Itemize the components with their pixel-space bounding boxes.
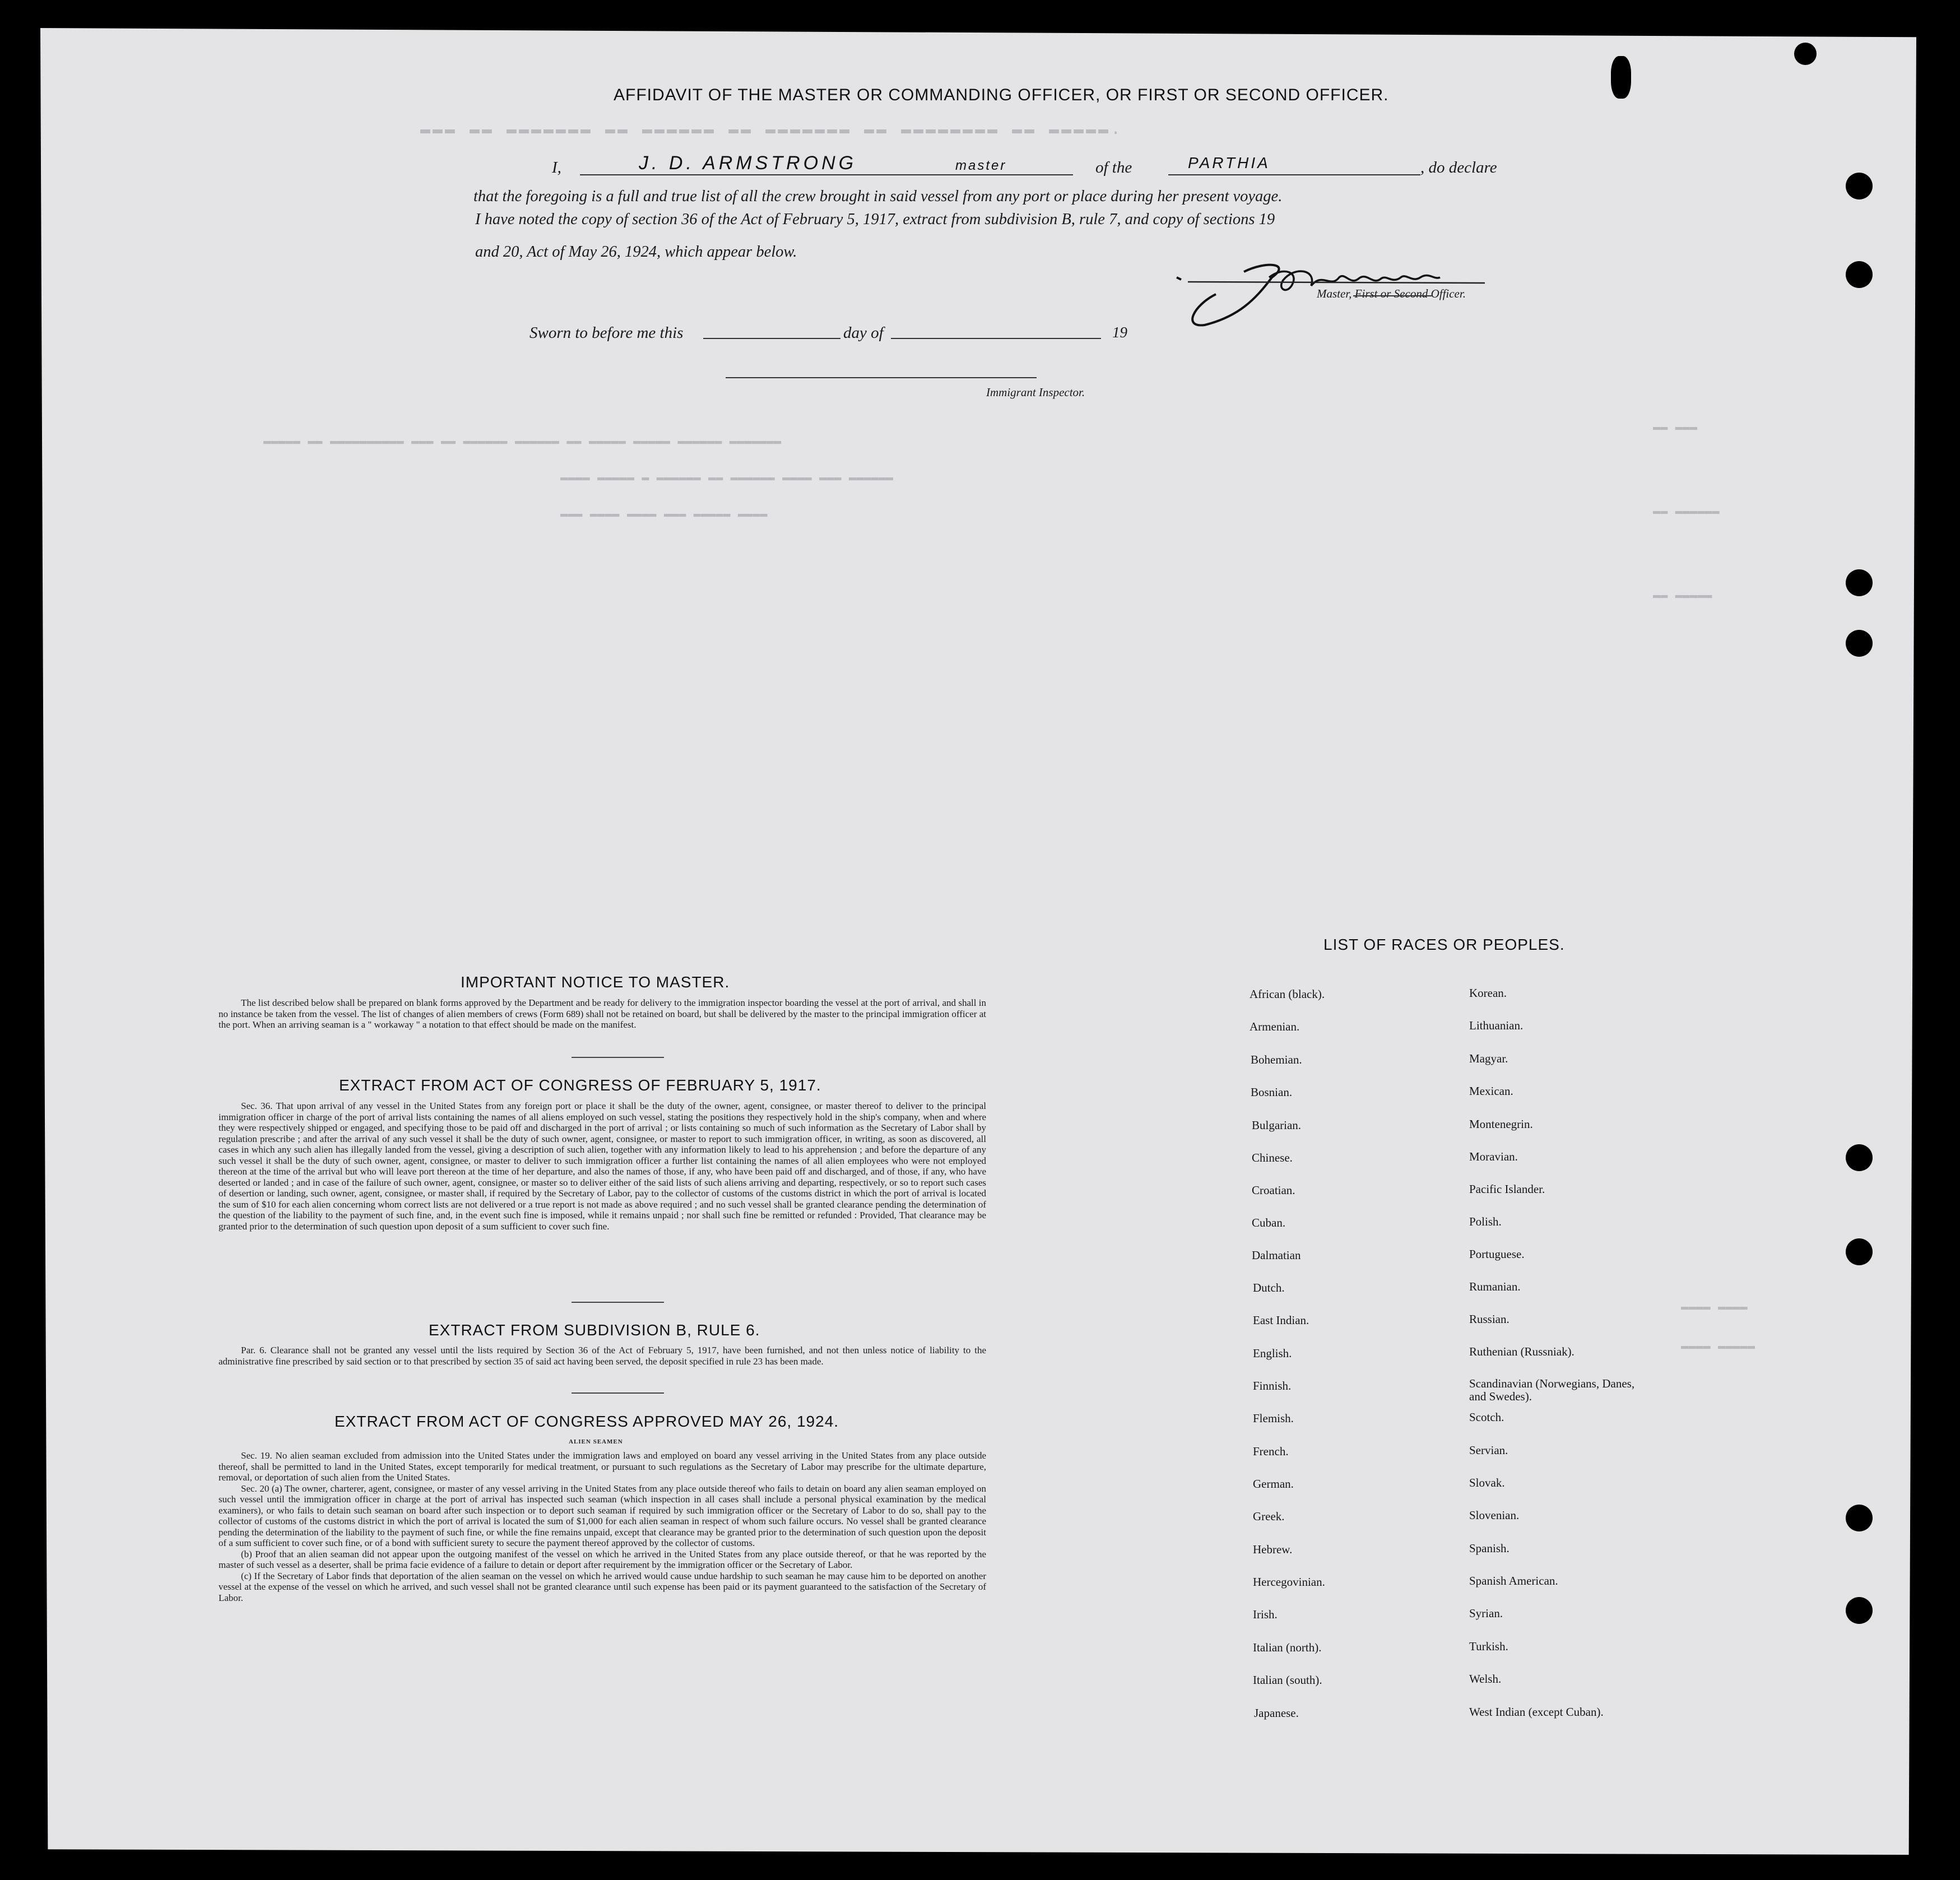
sworn-year: 19 (1112, 324, 1127, 341)
race-right-item: West Indian (except Cuban). (1469, 1705, 1604, 1719)
race-right-item: Montenegrin. (1469, 1117, 1533, 1131)
race-left-item: Japanese. (1254, 1706, 1299, 1720)
vessel-name-entry: PARTHIA (1188, 154, 1270, 171)
sec-20c: (c) If the Secretary of Labor finds that deportation of the alien seaman on the vessel on which he arrived would cause undue hardship to such seaman he may cause him to be deported on another vessel at the expense of the vessel on which he arrived, and such vessel shall not be granted clearance until such expense has been paid or its payment guaranteed to the satisfaction of the Secretary of Labor. (219, 1570, 986, 1603)
race-right-item: Ruthenian (Russniak). (1469, 1345, 1574, 1358)
race-right-item: Polish. (1469, 1215, 1502, 1228)
race-right-item: Scandinavian (Norwegians, Danes, and Swedes). (1469, 1377, 1635, 1403)
section-divider (572, 1302, 664, 1303)
race-left-item: Bosnian. (1251, 1085, 1293, 1099)
bleed-through-row: ▬▬▬▬▬ ▬▬ ▬▬▬▬▬▬▬▬▬▬ ▬▬▬ ▬▬ ▬▬▬▬▬▬ ▬▬▬▬▬▬ ▬▬ ▬▬▬▬▬ ▬▬▬▬▬ ▬▬▬▬▬▬ ▬▬▬▬▬▬▬ (263, 434, 782, 448)
extract-1917-body: Sec. 36. That upon arrival of any vessel in the United States from any foreign port or place it shall be the duty of the owner, agent, consignee, or master thereof to deliver to the principal immigration officer in charge of the port of arrival lists containing the names of all aliens employed on such vessel, stating the positions they respectively hold in the ship's company, when and where they were respectively shipped or engaged, and specifying those to be paid off and discharged in the port of arrival ; or lists containing so much of such information as the Secretary of Labor shall by regulation prescribe ; and after the arrival of any such vessel it shall be the duty of such owner, agent, consignee, or master to report to such immigration officer, in writing, as soon as discovered, all cases in which any such alien has illegally landed from the vessel, giving a description of such alien, together with any information likely to lead to his apprehension ; and before the departure of any such vessel it shall be the duty of such owner, agent, consignee, or master to deliver to such immigration officer a further list containing the names of all alien employees who were not employed thereon at the time of the arrival but who will leave port thereon at the time of her departure, and also the names of those, if any, who have been paid off and discharged, and of those, if any, who have deserted or landed ; and in case of the failure of such owner, agent, consignee, or master so to deliver either of the said lists of such aliens arriving and departing, respectively, or so to report such cases of desertion or landing, such owner, agent, consignee, or master shall, if required by the Secretary of Labor, pay to the collector of customs of the customs district in which the port of arrival is located the sum of $10 for each alien concerning whom correct lists are not delivered or a true report is not made as above required ; and no such vessel shall be granted clearance pending the determination of the question of the liability to the payment of such fine, and, in the event such fine is imposed, while it remains unpaid ; nor shall such fine be remitted or refunded : Provided, That clearance may be granted prior to the determination of such question upon deposit of a sum sufficient to cover such fine. (219, 1101, 986, 1232)
race-left-item: Chinese. (1252, 1151, 1293, 1164)
sworn-day-of: day of (843, 324, 884, 342)
race-left-item: Finnish. (1253, 1379, 1292, 1392)
race-left-item: Dutch. (1253, 1281, 1285, 1294)
sec-19: Sec. 19. No alien seaman excluded from admission into the United States under the immigration laws and employed on board any vessel arriving in the United States from any place outside thereof, shall be permitted to land in the United States, except temporarily for medical treatment, or pursuant to such regulations as the Secretary of Labor may prescribe for the ultimate departure, removal, or deportation of such alien from the United States. (219, 1450, 986, 1483)
race-right-item: Servian. (1469, 1443, 1508, 1457)
race-left-item: Hercegovinian. (1253, 1575, 1325, 1589)
bleed-through-col: ▬▬ ▬▬▬▬▬ (1653, 588, 1712, 602)
race-right-item: Lithuanian. (1469, 1019, 1524, 1032)
race-left-item: Bohemian. (1251, 1053, 1302, 1066)
bleed-through-text: ▬▬▬ ▬▬ ▬▬▬▬▬▬▬ ▬▬ ▬▬▬▬▬▬ ▬▬ ▬▬▬▬▬▬▬ ▬▬ ▬▬▬▬▬▬▬▬ ▬▬ ▬▬▬▬▬. (420, 120, 1123, 140)
punch-hole (1846, 1597, 1873, 1624)
sec-20b: (b) Proof that an alien seaman did not appear upon the outgoing manifest of the vessel on which he arrived in the United States from any place outside thereof, or that he was reported by the master of such vessel as a deserter, shall be prima facie evidence of a failure to detain or deport after requirement by the immigration officer or the Secretary of Labor. (219, 1548, 986, 1570)
punch-hole (1794, 43, 1817, 65)
race-left-item: Dalmatian (1252, 1248, 1301, 1262)
sec-20a: Sec. 20 (a) The owner, charterer, agent, consignee, or master of any vessel arriving in the United States from any place outside thereof who fails to detain on board any alien seaman employed on such vessel until the immigration officer in charge at the port of arrival has inspected such seaman (which inspection in all cases shall include a personal physical examination by the medical examiners), or who fails to detain such seaman on board after such inspection or to deport such seaman if required by such immigration officer or the Secretary of Labor to do so, shall pay to the collector of customs of the customs district in which the port of arrival is located the sum of $1,000 for each alien seaman in respect of whom such failure occurs. No vessel shall be granted clearance pending the determination of the liability to the payment of such fine, or while the fine remains unpaid, except that clearance may be granted prior to the determination of such question upon the deposit of a sum sufficient to cover such fine, or of a bond with sufficient surety to secure the payment thereof approved by the collector of customs. (219, 1483, 986, 1548)
races-title: LIST OF RACES OR PEOPLES. (1323, 936, 1565, 953)
race-right-item: Turkish. (1469, 1640, 1508, 1653)
rank-entry: master (955, 158, 1007, 173)
affidavit-line-2: that the foregoing is a full and true list of all the crew brought in said vessel from any port or place during her present voyage. (473, 188, 1283, 205)
vessel-name-line (1168, 174, 1420, 175)
bleed-through-col: ▬▬ ▬▬▬▬▬▬ (1653, 504, 1720, 518)
race-right-item: Portuguese. (1469, 1247, 1525, 1261)
extract-1924-title: EXTRACT FROM ACT OF CONGRESS APPROVED MAY 26, 1924. (335, 1413, 839, 1430)
section-divider (572, 1392, 664, 1394)
race-right-item: Spanish. (1469, 1542, 1510, 1555)
race-left-item: English. (1253, 1347, 1292, 1360)
sworn-month-line (891, 338, 1101, 339)
bleed-through-row: ▬▬▬▬ ▬▬▬▬▬ ▬ ▬▬▬▬▬▬ ▬▬ ▬▬▬▬▬▬ ▬▬▬▬ ▬▬▬ ▬▬▬▬▬▬ (560, 471, 894, 485)
sworn-label: Sworn to before me this (530, 324, 684, 342)
race-left-item: Armenian. (1250, 1020, 1300, 1033)
section-divider (572, 1057, 664, 1058)
race-right-item: Pacific Islander. (1469, 1182, 1545, 1196)
punch-hole (1846, 261, 1873, 288)
affidavit-declare: , do declare (1420, 159, 1497, 177)
alien-seamen-subtitle: ALIEN SEAMEN (569, 1438, 623, 1445)
extract-1924-body (219, 1450, 986, 1603)
race-left-item: African (black). (1250, 987, 1325, 1001)
race-left-item: Greek. (1253, 1510, 1285, 1523)
bleed-through-col: ▬▬▬▬ ▬▬▬▬▬ (1681, 1339, 1755, 1353)
race-left-item: Italian (south). (1253, 1673, 1322, 1687)
race-left-item: Croatian. (1252, 1183, 1295, 1197)
race-right-item: Scotch. (1469, 1410, 1504, 1424)
race-right-item: Slovak. (1469, 1476, 1505, 1489)
race-left-item: Flemish. (1253, 1412, 1294, 1425)
race-left-item: Hebrew. (1253, 1543, 1293, 1556)
affidavit-line-4: and 20, Act of May 26, 1924, which appear below. (475, 243, 797, 261)
notice-title: IMPORTANT NOTICE TO MASTER. (461, 973, 730, 991)
race-left-item: Cuban. (1252, 1216, 1286, 1229)
punch-hole (1846, 569, 1873, 596)
affidavit-title: AFFIDAVIT OF THE MASTER OR COMMANDING OFFICER, OR FIRST OR SECOND OFFICER. (614, 86, 1389, 104)
race-right-item: Spanish American. (1469, 1574, 1558, 1587)
punch-hole (1611, 56, 1631, 99)
race-right-item: Moravian. (1469, 1150, 1518, 1163)
punch-hole (1846, 1238, 1873, 1265)
race-right-item: Rumanian. (1469, 1280, 1521, 1293)
affidavit-line-3: I have noted the copy of section 36 of the Act of February 5, 1917, extract from subdivision B, rule 7, and copy of sections 19 (475, 211, 1275, 228)
extract-1917-title: EXTRACT FROM ACT OF CONGRESS OF FEBRUARY 5, 1917. (339, 1076, 821, 1094)
race-left-item: Bulgarian. (1252, 1118, 1302, 1132)
bleed-through-col: ▬▬ ▬▬▬ (1653, 420, 1698, 434)
signature-caption: Master, First or Second Officer. (1317, 287, 1466, 300)
punch-hole (1846, 1505, 1873, 1531)
notice-body: The list described below shall be prepared on blank forms approved by the Department and be ready for delivery to the immigration inspector boarding the vessel at the port of arrival, and shall in no instance be taken from the vessel. The list of changes of alien members of crews (Form 689) shall not be retained on board, but shall be delivered by the master to the principal immigration officer at the port. When an arriving seaman is a " workaway " a notation to that effect should be made on the manifest. (219, 997, 986, 1030)
punch-hole (1846, 173, 1873, 199)
race-right-item: Slovenian. (1469, 1508, 1520, 1522)
race-left-item: French. (1253, 1445, 1289, 1458)
subdivision-b-title: EXTRACT FROM SUBDIVISION B, RULE 6. (429, 1321, 760, 1339)
race-right-item: Syrian. (1469, 1607, 1503, 1620)
affidavit-i-label: I, (552, 159, 561, 177)
race-right-item: Russian. (1469, 1312, 1510, 1326)
affidavit-of-the: of the (1095, 159, 1132, 177)
race-right-item: Magyar. (1469, 1052, 1508, 1065)
bleed-through-row: ▬▬▬ ▬▬▬▬ ▬▬▬▬ ▬▬▬ ▬▬▬▬▬ ▬▬▬▬ (560, 507, 768, 521)
race-left-item: Italian (north). (1253, 1641, 1322, 1654)
master-name-entry: J. D. ARMSTRONG (639, 152, 857, 174)
punch-hole (1846, 1144, 1873, 1171)
master-name-line (580, 174, 1073, 175)
race-left-item: East Indian. (1253, 1313, 1309, 1327)
race-right-item: Mexican. (1469, 1084, 1513, 1098)
strikethrough-line (1353, 295, 1432, 296)
race-left-item: German. (1253, 1477, 1294, 1491)
sworn-day-line (703, 338, 840, 339)
race-left-item: Irish. (1253, 1608, 1278, 1621)
punch-hole (1846, 630, 1873, 657)
inspector-signature-line (726, 377, 1037, 378)
race-right-item: Welsh. (1469, 1672, 1502, 1686)
subdivision-b-body: Par. 6. Clearance shall not be granted any vessel until the lists required by Section 36 of the Act of February 5, 1917, have been furnished, and not then unless notice of liability to the administrative fine prescribed by said section or to that prescribed by section 35 of said act having been served, the deposit specified in rule 23 has been made. (219, 1345, 986, 1367)
race-right-item: Korean. (1469, 986, 1507, 1000)
bleed-through-col: ▬▬▬▬ ▬▬▬▬ (1681, 1300, 1748, 1314)
inspector-caption: Immigrant Inspector. (986, 386, 1085, 399)
